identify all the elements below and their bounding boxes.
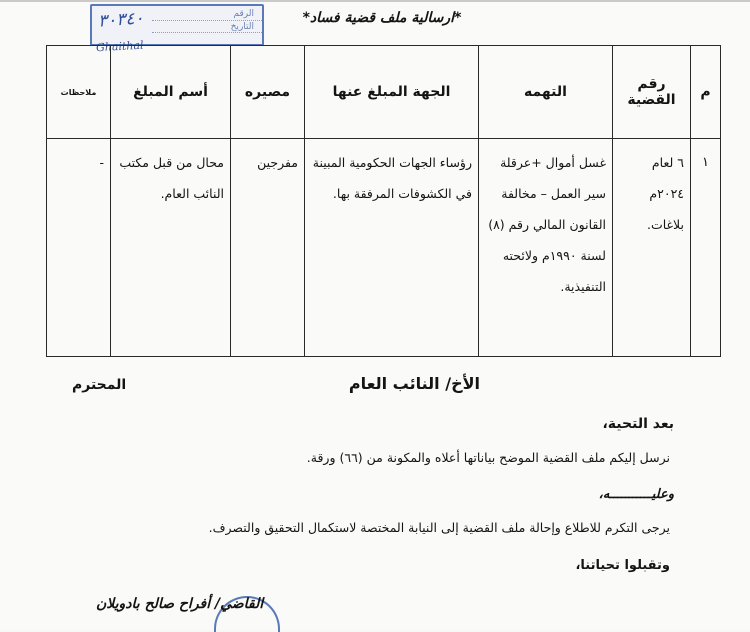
body-line-2: يرجى التكرم للاطلاع وإحالة ملف القضية إلى النيابة المختصة لاستكمال التحقيق والتصرف.: [208, 520, 670, 535]
table-header-row: [47, 46, 721, 139]
cell-charge: غسل أموال +عرقلة سير العمل – مخالفة القانون المالي رقم (٨) لسنة ١٩٩٠م ولائحته التنفيذية.: [479, 139, 613, 357]
top-edge: [0, 0, 750, 2]
case-table: [46, 45, 721, 357]
table-row: [47, 139, 721, 357]
accordingly-heading: وعليـــــــــــه،: [598, 487, 674, 502]
handwritten-signature: Ghaithal: [95, 38, 144, 55]
cell-case-number: ٦ لعام ٢٠٢٤م بلاغات.: [613, 139, 691, 357]
col-header-fate: مصيره: [231, 46, 305, 139]
stamp-line: [152, 32, 262, 34]
handwritten-number: ٣٠٣٤٠: [97, 8, 145, 32]
col-header-reported-entity: الجهة المبلغ عنها: [305, 46, 479, 139]
body-line-1: نرسل إليكم ملف القضية الموضح بياناتها أعلاه والمكونة من (٦٦) ورقة.: [306, 450, 670, 465]
addressee-title: المحترم: [72, 377, 127, 393]
col-header-index: م: [691, 46, 721, 139]
stamp-ref-label: الرقم: [233, 9, 254, 19]
addressee-name: الأخ/ النائب العام: [348, 374, 480, 393]
signer-name: القاضي/ أفراح صالح بادويلان: [96, 596, 264, 612]
cell-index: ١: [691, 139, 721, 357]
closing-line: وتقبلوا تحياتنا،: [575, 558, 670, 573]
col-header-case-number: رقم القضية: [613, 46, 691, 139]
cell-reporter-name: محال من قبل مكتب النائب العام.: [111, 139, 231, 357]
col-header-charge: التهمه: [479, 46, 613, 139]
col-header-notes: ملاحظات: [47, 46, 111, 139]
document-subject: *ارسالية ملف قضية فساد*: [302, 10, 462, 26]
greeting: بعد التحية،: [602, 416, 674, 432]
stamp-date-label: التاريخ: [230, 22, 254, 32]
cell-reported-entity: رؤساء الجهات الحكومية المبينة في الكشوفات المرفقة بها.: [305, 139, 479, 357]
cell-notes: -: [47, 139, 111, 357]
col-header-reporter-name: أسم المبلغ: [111, 46, 231, 139]
cell-fate: مفرجين: [231, 139, 305, 357]
